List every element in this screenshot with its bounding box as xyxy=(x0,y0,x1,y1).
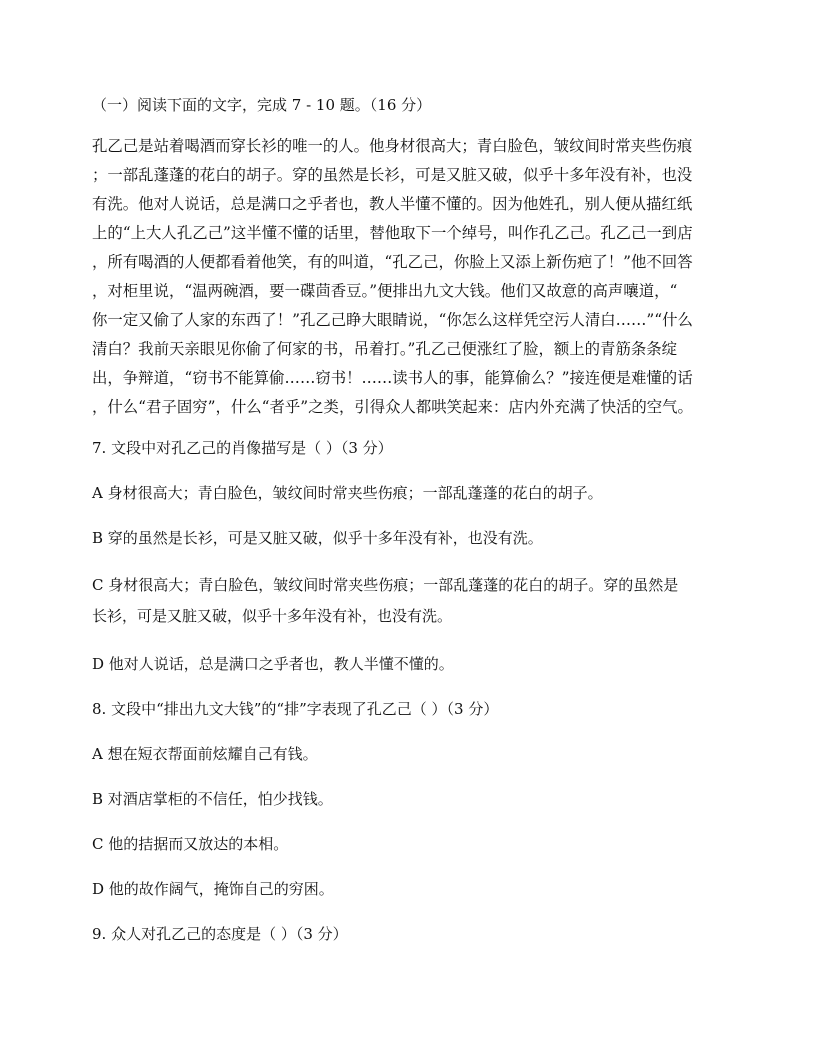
question-8-stem: 8. 文段中“排出九文大钱”的“排”字表现了孔乙己（ ）（3 分） xyxy=(92,700,499,718)
question-8-option-a: A 想在短衣帮面前炫耀自己有钱。 xyxy=(92,745,318,763)
section-title: （一）阅读下面的文字，完成 7 - 10 题。（16 分） xyxy=(92,96,432,114)
option-line: 长衫，可是又脏又破，似乎十多年没有补，也没有洗。 xyxy=(92,607,453,625)
question-9-stem: 9. 众人对孔乙己的态度是（ ）（3 分） xyxy=(92,925,348,943)
passage-line: 上的“上大人孔乙己”这半懂不懂的话里，替他取下一个绰号，叫作孔乙己。孔乙己一到店 xyxy=(92,224,693,242)
passage-line: 你一定又偷了人家的东西了！”孔乙己睁大眼睛说，“你怎么这样凭空污人清白……”“什么 xyxy=(92,311,693,329)
passage-line: 孔乙己是站着喝酒而穿长衫的唯一的人。他身材很高大；青白脸色，皱纹间时常夹些伤痕 xyxy=(92,137,693,155)
passage-line: ，对柜里说，“温两碗酒，要一碟茴香豆。”便排出九文大钱。他们又故意的高声嚷道，“ xyxy=(92,282,678,300)
reading-passage xyxy=(92,132,724,422)
question-8-option-c: C 他的拮据而又放达的本相。 xyxy=(92,835,289,853)
document-content xyxy=(92,92,724,966)
passage-line: 清白？我前天亲眼见你偷了何家的书，吊着打。”孔乙己便涨红了脸，额上的青筋条条绽 xyxy=(92,340,678,358)
passage-line: 有洗。他对人说话，总是满口之乎者也，教人半懂不懂的。因为他姓孔，别人便从描红纸 xyxy=(92,195,693,213)
passage-line: ，所有喝酒的人便都看着他笑，有的叫道，“孔乙己，你脸上又添上新伤疤了！”他不回答 xyxy=(92,253,693,271)
question-8-option-d: D 他的故作阔气，掩饰自己的穷困。 xyxy=(92,880,334,898)
passage-line: ，什么“君子固穷”，什么“者乎”之类，引得众人都哄笑起来：店内外充满了快活的空气。 xyxy=(92,398,693,416)
question-7-option-b: B 穿的虽然是长衫，可是又脏又破，似乎十多年没有补，也没有洗。 xyxy=(92,529,543,547)
option-line: C 身材很高大；青白脸色，皱纹间时常夹些伤痕；一部乱蓬蓬的花白的胡子。穿的虽然是 xyxy=(92,576,679,594)
question-7-option-a: A 身材很高大；青白脸色，皱纹间时常夹些伤痕；一部乱蓬蓬的花白的胡子。 xyxy=(92,484,603,502)
passage-line: 出，争辩道，“窃书不能算偷……窃书！……读书人的事，能算偷么？”接连便是难懂的话 xyxy=(92,369,693,387)
question-7-stem: 7. 文段中对孔乙己的肖像描写是（ ）（3 分） xyxy=(92,439,393,457)
passage-line: ；一部乱蓬蓬的花白的胡子。穿的虽然是长衫，可是又脏又破，似乎十多年没有补，也没 xyxy=(92,166,693,184)
question-8-option-b: B 对酒店掌柜的不信任，怕少找钱。 xyxy=(92,790,333,808)
question-7-option-d: D 他对人说话，总是满口之乎者也，教人半懂不懂的。 xyxy=(92,655,454,673)
question-7-option-c xyxy=(92,570,724,632)
